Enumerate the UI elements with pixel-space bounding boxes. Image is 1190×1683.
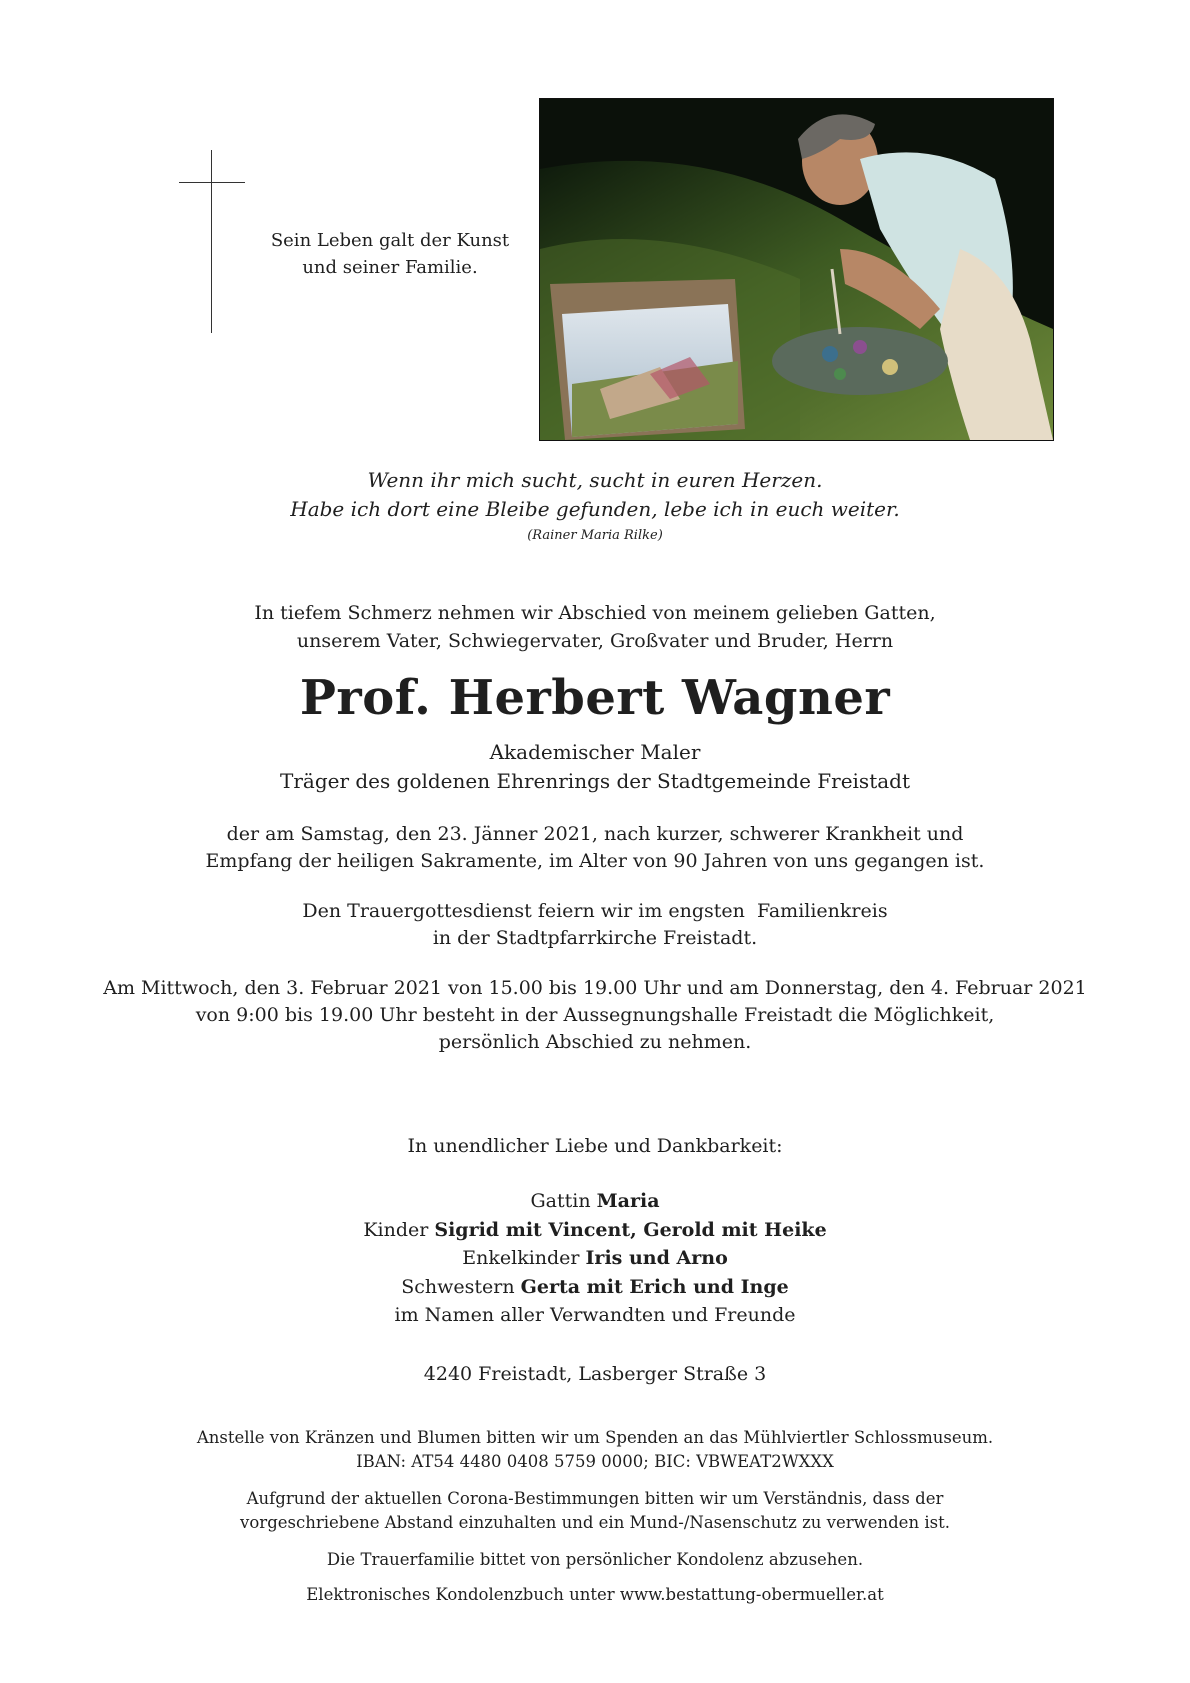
death-paragraph (0, 821, 1190, 875)
quote-line-1: Wenn ihr mich sucht, sucht in euren Herzen. (367, 468, 823, 492)
viewing-paragraph (0, 975, 1190, 1056)
service-paragraph (0, 898, 1190, 952)
deceased-name: Prof. Herbert Wagner (299, 670, 891, 726)
death-line-1: der am Samstag, den 23. Jänner 2021, nach kurzer, schwerer Krankheit und (226, 823, 964, 845)
quote-line-2: Habe ich dort eine Bleibe gefunden, lebe ich in euch weiter. (290, 497, 900, 521)
viewing-line-2: von 9:00 bis 19.00 Uhr besteht in der Aussegnungshalle Freistadt die Möglichkeit, (195, 1004, 995, 1026)
portrait-photo (539, 98, 1054, 441)
donation-line-1: Anstelle von Kränzen und Blumen bitten wir um Spenden an das Mühlviertler Schlossmuseum. (196, 1428, 994, 1447)
grandchildren-names: Iris und Arno (585, 1247, 728, 1269)
corona-line-1: Aufgrund der aktuellen Corona-Bestimmungen bitten wir um Verständnis, dass der (246, 1489, 944, 1508)
wife-name: Maria (596, 1190, 660, 1212)
donation-note (0, 1426, 1190, 1473)
viewing-line-1: Am Mittwoch, den 3. Februar 2021 von 15.00 bis 19.00 Uhr und am Donnerstag, den 4. Februar 2021 (103, 977, 1087, 999)
motto (260, 227, 520, 281)
service-line-2: in der Stadtpfarrkirche Freistadt. (432, 927, 758, 949)
grandchildren-label: Enkelkinder (462, 1247, 586, 1269)
announcement-intro (0, 599, 1190, 655)
intro-line-2: unserem Vater, Schwiegervater, Großvater und Bruder, Herrn (296, 630, 894, 652)
motto-line-1: Sein Leben galt der Kunst (270, 230, 510, 251)
deceased-title-2: Träger des goldenen Ehrenrings der Stadtgemeinde Freistadt (280, 769, 910, 793)
service-line-1: Den Trauergottesdienst feiern wir im engsten Familienkreis (302, 900, 888, 922)
painter-at-easel-image (540, 99, 1053, 440)
family-list (0, 1187, 1190, 1330)
online-condolence-note: Elektronisches Kondolenzbuch unter www.bestattung-obermueller.at (306, 1585, 884, 1604)
corona-note (0, 1487, 1190, 1534)
deceased-title-1: Akademischer Maler (489, 740, 701, 764)
children-names: Sigrid mit Vincent, Gerold mit Heike (434, 1218, 827, 1241)
intro-line-1: In tiefem Schmerz nehmen wir Abschied von meinem gelieben Gatten, (254, 602, 936, 624)
rilke-quote (0, 466, 1190, 524)
family-grandchildren (0, 1244, 1190, 1273)
cross-vertical-bar (211, 150, 212, 333)
corona-line-2: vorgeschriebene Abstand einzuhalten und ein Mund-/Nasenschutz zu verwenden ist. (240, 1512, 950, 1532)
wife-label: Gattin (530, 1190, 597, 1212)
family-address: 4240 Freistadt, Lasberger Straße 3 (423, 1363, 767, 1385)
thanks-line: In unendlicher Liebe und Dankbarkeit: (407, 1135, 783, 1157)
sisters-label: Schwestern (401, 1275, 521, 1298)
deceased-titles (0, 738, 1190, 796)
death-line-2: Empfang der heiligen Sakramente, im Alter von 90 Jahren von uns gegangen ist. (205, 850, 985, 872)
cross-horizontal-bar (179, 182, 245, 183)
condolence-note: Die Trauerfamilie bittet von persönlicher Kondolenz abzusehen. (326, 1550, 864, 1569)
donation-line-2: IBAN: AT54 4480 0408 5759 0000; BIC: VBWEAT2WXXX (356, 1451, 834, 1471)
family-sisters (0, 1273, 1190, 1302)
family-wife (0, 1187, 1190, 1216)
children-label: Kinder (363, 1218, 435, 1241)
family-children (0, 1216, 1190, 1245)
sisters-names: Gerta mit Erich und Inge (520, 1275, 789, 1298)
viewing-line-3: persönlich Abschied zu nehmen. (438, 1031, 752, 1053)
motto-line-2: und seiner Familie. (302, 257, 478, 278)
family-others: im Namen aller Verwandten und Freunde (394, 1304, 796, 1326)
quote-source: (Rainer Maria Rilke) (527, 528, 663, 543)
